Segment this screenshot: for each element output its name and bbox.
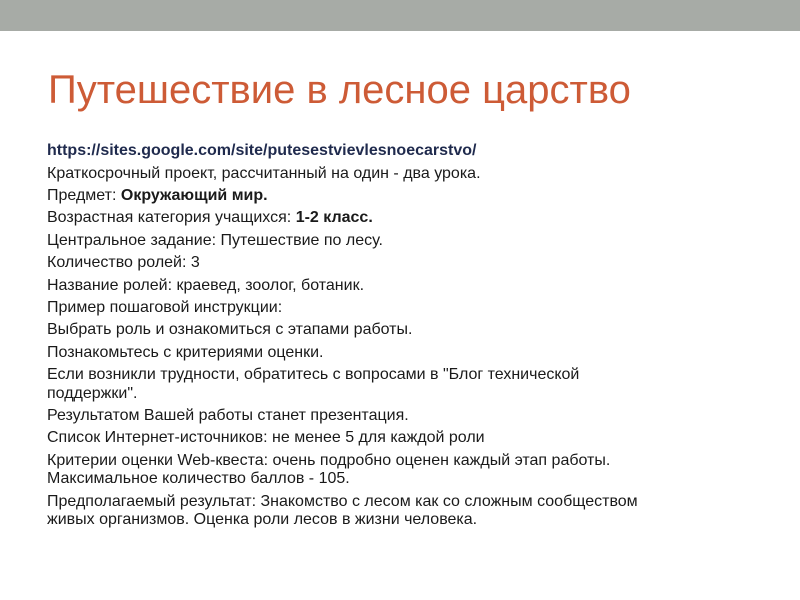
slide-title: Путешествие в лесное царство [48, 68, 631, 112]
slide-content [47, 142, 767, 530]
expected-line-part1: Предполагаемый результат: Знакомство с лесом как со сложным сообществом [47, 492, 638, 510]
help-line-part2: поддержки". [47, 384, 138, 402]
project-line: Краткосрочный проект, рассчитанный на один - два урока. [47, 164, 481, 182]
subject-value: Окружающий мир. [120, 186, 268, 204]
expected-line-part2: живых организмов. Оценка роли лесов в жизни человека. [47, 511, 478, 529]
subject-label: Предмет: [47, 186, 121, 204]
help-line-part1: Если возникли трудности, обратитесь с вопросами в "Блог технической [47, 366, 580, 384]
result-line: Результатом Вашей работы станет презентация. [47, 407, 409, 425]
age-label: Возрастная категория учащихся: [47, 209, 296, 227]
criteria-line [47, 452, 767, 489]
age-value: 1-2 класс. [295, 209, 373, 227]
quest-link[interactable]: https://sites.google.com/site/putesestvievlesnoecarstvo/ [47, 142, 477, 159]
sources-line: Список Интернет-источников: не менее 5 для каждой роли [47, 429, 485, 447]
top-decorative-band [0, 0, 800, 31]
age-line [47, 209, 767, 228]
step2-line: Познакомьтесь с критериями оценки. [47, 343, 324, 361]
criteria-line-part1: Критерии оценки Web-квеста: очень подробно оценен каждый этап работы. [47, 451, 611, 469]
criteria-line-part2: Максимальное количество баллов - 105. [47, 470, 350, 488]
subject-line [47, 187, 767, 206]
expected-line [47, 493, 767, 530]
task-line: Центральное задание: Путешествие по лесу. [47, 231, 383, 249]
step1-line: Выбрать роль и ознакомиться с этапами работы. [47, 321, 413, 339]
instruction-line: Пример пошаговой инструкции: [47, 298, 283, 316]
roles-names-line: Название ролей: краевед, зоолог, ботаник. [47, 276, 365, 294]
help-line [47, 366, 767, 403]
roles-count-line: Количество ролей: 3 [47, 254, 200, 272]
